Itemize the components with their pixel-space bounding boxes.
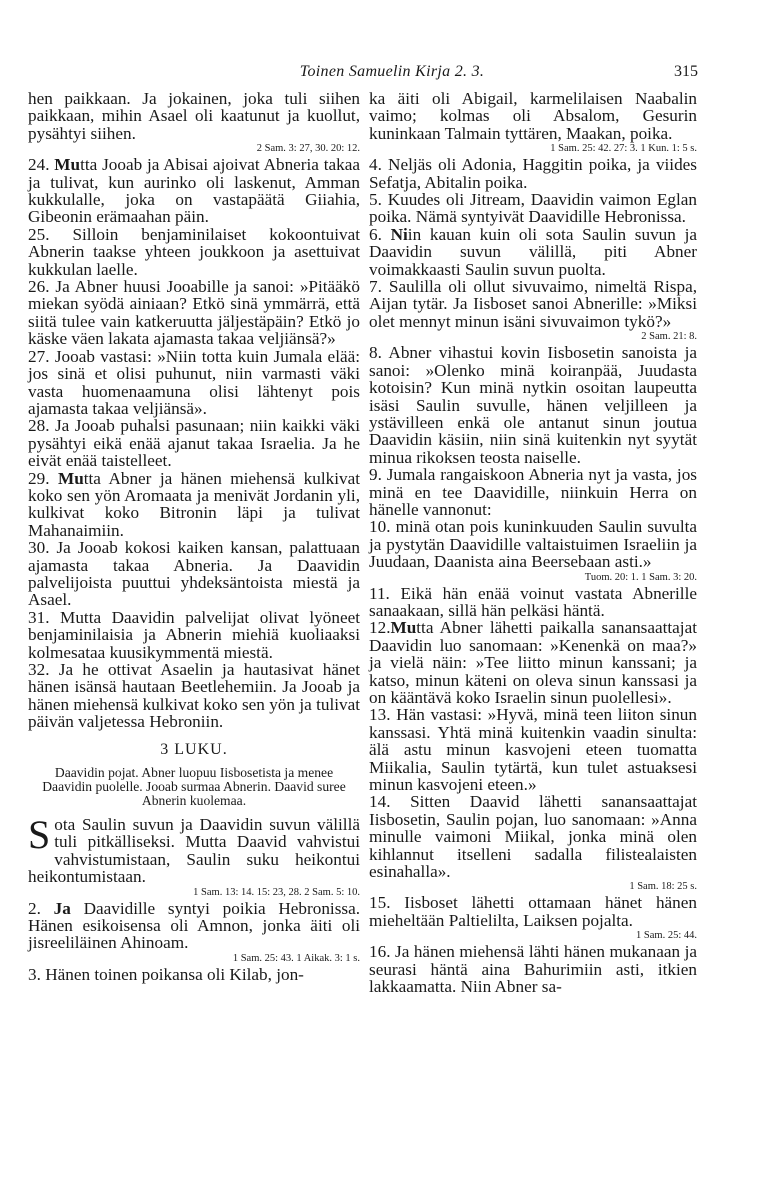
verse-24: 24. Mutta Jooab ja Abisai ajoivat Abneria takaa ja tulivat, kun aurinko oli laskenut, Amman kukkulalle, joka on vastapäätä Giiahia, Gibeonin erämaahan päin.	[28, 155, 360, 227]
verse-12: 12.Mutta Abner lähetti paikalla sanansaattajat Daavidin luo sanomaan: »Kenenkä on maa?» ja vielä näin: »Tee liitto minun kanssani; ja katso, minun käteni on oleva sinun kanssasi ja on kääntävä koko Israelin sinun puolellesi».	[369, 618, 697, 707]
verse-15: 15. Iisboset lähetti ottamaan hänet hänen mieheltään Paltielilta, Laiksen pojalta.	[369, 893, 697, 930]
verse-30: 30. Ja Jooab kokosi kaiken kansan, palattuaan ajamasta takaa Abneria. Ja Daavidin palvelijoista puuttui yhdeksäntoista miestä ja Asael.	[28, 538, 360, 610]
cross-reference: 2 Sam. 3: 27, 30. 20: 12.	[256, 143, 360, 155]
verse-text: hen paikkaan. Ja jokainen, joka tuli siihen paikkaan, mihin Asael oli kaatunut ja kuollut, pysähtyi siihen.	[28, 89, 360, 143]
verse-7: 7. Saulilla oli ollut sivuvaimo, nimeltä Rispa, Aijan tytär. Ja Iisboset sanoi Abnerille: »Miksi olet mennyt minun isäni sivuvaimon tykö?»	[369, 277, 697, 331]
verse-3: 3. Hänen toinen poikansa oli Kilab, jon-	[28, 964, 304, 984]
verse-14: 14. Sitten Daavid lähetti sanansaattajat Iisbosetin, Saulin pojan, luo sanomaan: »Anna minulle vaimoni Miikal, jonka minä olen kihlannut itselleni sadalla filistealaisten esinahalla».	[369, 792, 697, 882]
cross-reference: 1 Sam. 25: 43. 1 Aikak. 3: 1 s.	[232, 952, 360, 964]
drop-cap: S	[28, 812, 51, 858]
cross-reference: 1 Sam. 18: 25 s.	[629, 881, 697, 893]
cross-reference: Tuom. 20: 1. 1 Sam. 3: 20.	[584, 571, 697, 583]
verse-text: ka äiti oli Abigail, karmelilaisen Naabalin vaimo; kolmas oli Absalom, Gesurin kuninkaan Talmain tyttären, Maakan, poika.	[369, 89, 697, 143]
verse-13: 13. Hän vastasi: »Hyvä, minä teen liiton sinun kanssasi. Yhtä minä kuitenkin vaadin sinulta: älä astu minun kasvojeni eteen tuomatta Miikalia, Saulin tytärtä, kun tulet astuaksesi minun kasvojeni eteen.»	[369, 705, 697, 795]
cross-reference: 2 Sam. 21: 8.	[641, 331, 697, 343]
cross-reference: 1 Sam. 25: 44.	[636, 930, 697, 942]
right-column	[369, 90, 697, 996]
verse-11: 11. Eikä hän enää voinut vastata Abnerille sanaakaan, sillä hän pelkäsi häntä.	[369, 583, 697, 620]
verse-4: 4. Neljäs oli Adonia, Haggitin poika, ja viides Sefatja, Abitalin poika.	[369, 155, 697, 192]
verse-16: 16. Ja hänen miehensä lähti hänen mukanaan ja seurasi häntä aina Bahurimiin asti, itkien lakkaamatta. Niin Abner sa-	[369, 942, 697, 997]
verse-26: 26. Ja Abner huusi Jooabille ja sanoi: »Pitääkö miekan syödä ainiaan? Etkö sinä ymmärrä, että siitä tulee vain katkeruutta jäljestäpäin? Etkö jo käske väen lakata ajamasta takaa veljiänsä?»	[28, 277, 360, 349]
verse-2: 2. Ja Daavidille syntyi poikia Hebronissa. Hänen esikoisensa oli Amnon, jonka äiti oli jisreeliläinen Ahinoam.	[28, 898, 361, 953]
page-header	[0, 63, 784, 85]
cross-reference: 1 Sam. 13: 14. 15: 23, 28. 2 Sam. 5: 10.	[193, 886, 360, 898]
verse-1: Sota Saulin suvun ja Daavidin suvun välillä tuli pitkälliseksi. Mutta Daavid vahvistui vahvistumistaan, Saulin suku heikontui heikontumistaan.	[28, 812, 360, 887]
verse-9: 9. Jumala rangaiskoon Abneria nyt ja vasta, jos minä en tee Daavidille, niinkuin Herra on hänelle vannonut:	[369, 465, 697, 519]
verse-10: 10. minä otan pois kuninkuuden Saulin suvulta ja pystytän Daavidille valtaistuimen Israeliin ja Juudaan, Daanista aina Beersebaan asti.»	[369, 517, 697, 572]
verse-29: 29. Mutta Abner ja hänen miehensä kulkivat koko sen yön Aromaata ja menivät Jordanin yli, kulkivat koko Bitronin läpi ja tulivat Mahanaimiin.	[28, 468, 360, 540]
verse-8: 8. Abner vihastui kovin Iisbosetin sanoista ja sanoi: »Olenko minä koiranpää, Juudasta kotoisin? Kun minä nytkin osoitan laupeutta isäsi Saulin suvulle, hänen veljilleen ja ystävilleen enkä ole antanut sinun joutua Daavidin käsiin, niin sinä kuitenkin nyt syytät minua rikoksen teosta naiselle.	[369, 343, 697, 467]
chapter-summary: Daavidin pojat. Abner luopuu Iisbosetista ja menee Daavidin puolelle. Jooab surmaa Abnerin. Daavid suree Abnerin kuolemaa.	[42, 765, 346, 809]
cross-reference: 1 Sam. 25: 42. 27: 3. 1 Kun. 1: 5 s.	[550, 143, 697, 155]
verse-6: 6. Niin kauan kuin oli sota Saulin suvun ja Daavidin suvun välillä, piti Abner voimakkaasti Saulin suvun puolta.	[369, 224, 697, 279]
chapter-heading: 3 LUKU.	[160, 740, 228, 758]
running-title: Toinen Samuelin Kirja 2. 3.	[299, 63, 485, 80]
verse-28: 28. Ja Jooab puhalsi pasunaan; niin kaikki väki pysähtyi eikä enää ajanut takaa Israelia. Ja he eivät enää taistelleet.	[28, 416, 360, 471]
verse-27: 27. Jooab vastasi: »Niin totta kuin Jumala elää: jos sinä et olisi puhunut, niin varmasti väki vasta huomenaamuna olisi lähtenyt pois ajamasta takaa veljiänsä».	[28, 346, 360, 418]
page-number: 315	[674, 63, 698, 80]
verse-31: 31. Mutta Daavidin palvelijat olivat lyöneet benjaminilaisia ja Abnerin miehiä kuoliaaksi kolmesataa kuusikymmentä miestä.	[28, 607, 360, 662]
verse-25: 25. Silloin benjaminilaiset kokoontuivat Abnerin taakse yhteen joukkoon ja asettuivat kukkulan laelle.	[28, 224, 360, 279]
verse-32: 32. Ja he ottivat Asaelin ja hautasivat hänet hänen isänsä hautaan Beetlehemiin. Ja Jooab ja hänen miehensä kulkivat koko sen yön ja tulivat päivän valjetessa Hebroniin.	[28, 660, 360, 732]
left-column	[28, 90, 360, 983]
verse-5: 5. Kuudes oli Jitream, Daavidin vaimon Eglan poika. Nämä syntyivät Daavidille Hebronissa.	[369, 190, 697, 227]
